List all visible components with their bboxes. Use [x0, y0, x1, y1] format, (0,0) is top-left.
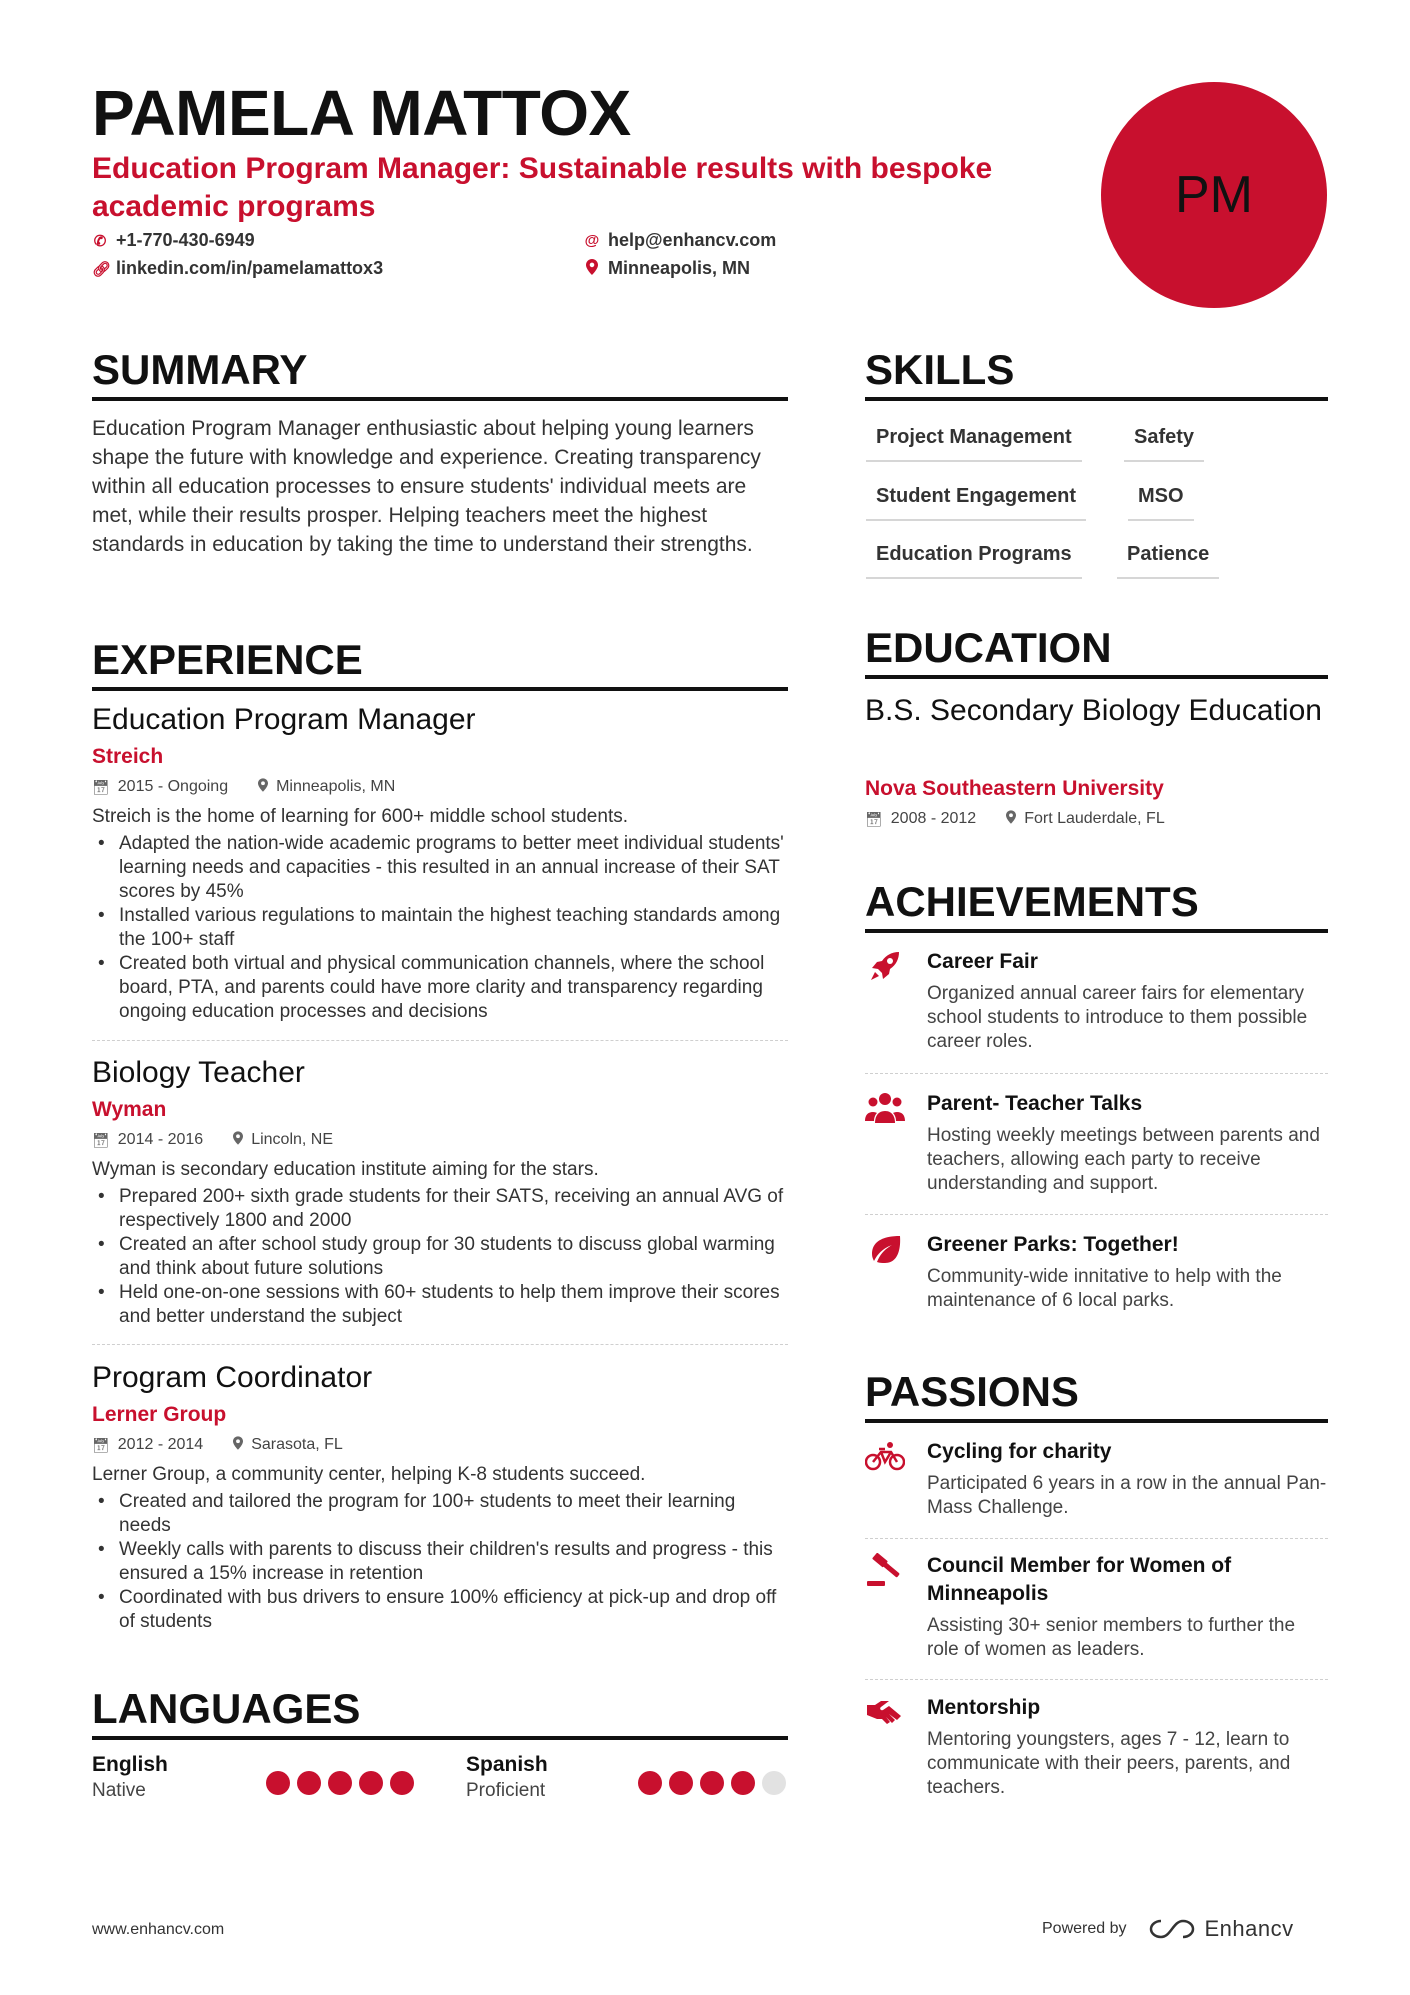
language-english — [92, 1752, 168, 1804]
education-meta — [865, 808, 1165, 830]
job-meta — [92, 776, 788, 798]
divider — [92, 1344, 788, 1345]
passion-description: Assisting 30+ senior members to further the role of women as leaders. — [927, 1615, 1296, 1660]
divider — [865, 1073, 1328, 1074]
job-location: Lincoln, NE — [251, 1131, 334, 1148]
divider — [865, 1538, 1328, 1539]
section-title-education: EDUCATION — [865, 623, 1328, 679]
education-school: Nova Southeastern University — [865, 777, 1164, 800]
job-bullets — [92, 1490, 788, 1634]
job-bullets — [92, 1185, 788, 1329]
education-location: Fort Lauderdale, FL — [1024, 810, 1165, 827]
job-bullet: • Created both virtual and physical communication channels, where the school board, PTA, and parents could have more clarity and transparency regarding ongoing education processes and decisions — [92, 952, 788, 1024]
rating-dot-empty — [762, 1771, 786, 1795]
skill-tag: Education Programs — [866, 541, 1082, 579]
passion-item — [865, 1552, 1328, 1662]
job-location: Sarasota, FL — [251, 1436, 343, 1453]
users-icon — [865, 1090, 905, 1126]
link-icon: 🔗︎ — [92, 260, 112, 278]
achievement-item — [865, 948, 1328, 1054]
rating-dot-filled — [328, 1771, 352, 1795]
enhancv-logo-icon — [1149, 1918, 1195, 1940]
job-title: Education Program Manager — [92, 703, 476, 736]
rating-dot-filled — [700, 1771, 724, 1795]
bicycle-icon — [865, 1438, 905, 1474]
job-bullet: • Held one-on-one sessions with 60+ students to help them improve their scores and better understand the subject — [92, 1281, 788, 1329]
rocket-icon — [865, 948, 905, 984]
language-spanish — [466, 1752, 548, 1804]
job-bullet: • Coordinated with bus drivers to ensure 100% efficiency at pick-up and drop off of students — [92, 1586, 788, 1634]
job-description: Streich is the home of learning for 600+ middle school students. — [92, 806, 628, 827]
calendar-icon: 📅︎ — [92, 1437, 110, 1453]
calendar-icon: 📅︎ — [865, 811, 883, 827]
passion-description: Mentoring youngsters, ages 7 - 12, learn to communicate with their peers, parents, and teachers. — [927, 1729, 1291, 1798]
section-title-experience: EXPERIENCE — [92, 635, 788, 691]
job-bullet: • Adapted the nation-wide academic programs to better meet individual students' learning needs and capacities - this resulted in an annual increase of their SAT scores by 45% — [92, 832, 788, 904]
achievement-item — [865, 1090, 1328, 1196]
section-title-languages: LANGUAGES — [92, 1684, 788, 1740]
job-entry — [92, 702, 788, 1024]
section-title-summary: SUMMARY — [92, 345, 788, 401]
gavel-icon — [865, 1552, 905, 1588]
job-bullet: • Created an after school study group for 30 students to discuss global warming and think about future solutions — [92, 1233, 788, 1281]
achievement-title: Career Fair — [927, 950, 1038, 973]
map-pin-icon — [1006, 808, 1016, 830]
achievement-item — [865, 1231, 1328, 1313]
language-name: English — [92, 1753, 168, 1776]
job-title: Program Coordinator — [92, 1361, 373, 1394]
job-company: Streich — [92, 745, 164, 768]
map-pin-icon — [258, 776, 268, 798]
achievement-description: Hosting weekly meetings between parents and teachers, allowing each party to receive understanding and support. — [927, 1125, 1320, 1194]
achievement-title: Greener Parks: Together! — [927, 1233, 1179, 1256]
job-title: Biology Teacher — [92, 1056, 305, 1089]
candidate-name: PAMELA MATTOX — [92, 77, 631, 149]
brand-name: Enhancv — [1204, 1916, 1294, 1941]
job-meta — [92, 1434, 788, 1456]
job-description: Wyman is secondary education institute aiming for the stars. — [92, 1159, 599, 1180]
contact-phone[interactable]: ✆ +1-770-430-6949 — [93, 230, 255, 250]
avatar — [1101, 82, 1327, 308]
divider — [865, 1679, 1328, 1680]
section-title-passions: PASSIONS — [865, 1367, 1328, 1423]
skill-tag: Patience — [1117, 541, 1219, 579]
job-bullet: • Installed various regulations to maintain the highest teaching standards among the 100+ staff — [92, 904, 788, 952]
calendar-icon: 📅︎ — [92, 1132, 110, 1148]
passion-description: Participated 6 years in a row in the annual Pan-Mass Challenge. — [927, 1473, 1327, 1518]
job-entry — [92, 1360, 788, 1634]
job-description: Lerner Group, a community center, helping K-8 students succeed. — [92, 1464, 646, 1485]
calendar-icon: 📅︎ — [92, 779, 110, 795]
summary-text: Education Program Manager enthusiastic about helping young learners shape the future with knowledge and experience. Creating transparency within all education processes to ensure students' individual meets are met, while their results prosper. Helping teachers meet the highest standards in education by taking the time to understand their strengths. — [92, 417, 761, 556]
leaf-icon — [865, 1231, 905, 1267]
job-bullet: • Weekly calls with parents to discuss their children's results and progress - this ensured a 15% increase in retention — [92, 1538, 788, 1586]
rating-dot-filled — [731, 1771, 755, 1795]
powered-by-label: Powered by — [1042, 1920, 1127, 1937]
job-dates: 2012 - 2014 — [117, 1436, 204, 1453]
language-level: Native — [92, 1780, 146, 1801]
language-name: Spanish — [466, 1753, 548, 1776]
enhancv-logo[interactable] — [1149, 1916, 1294, 1942]
skill-tag: Project Management — [866, 424, 1082, 462]
footer-website[interactable]: www.enhancv.com — [92, 1921, 225, 1938]
job-entry — [92, 1055, 788, 1329]
phone-icon: ✆ — [93, 232, 107, 250]
section-title-achievements: ACHIEVEMENTS — [865, 877, 1328, 933]
rating-dot-filled — [297, 1771, 321, 1795]
job-company: Wyman — [92, 1098, 167, 1121]
skill-tag: Student Engagement — [866, 483, 1086, 521]
job-location: Minneapolis, MN — [276, 778, 396, 795]
map-pin-icon — [584, 259, 600, 279]
job-bullets — [92, 832, 788, 1024]
passion-title: Council Member for Women of Minneapolis — [927, 1554, 1232, 1605]
achievement-description: Organized annual career fairs for elementary school students to introduce to them possible career roles. — [927, 983, 1308, 1052]
job-bullet: • Created and tailored the program for 100+ students to meet their learning needs — [92, 1490, 788, 1538]
rating-dot-filled — [669, 1771, 693, 1795]
headline: Education Program Manager: Sustainable results with bespoke academic programs — [92, 152, 993, 223]
rating-dot-filled — [266, 1771, 290, 1795]
language-rating — [266, 1771, 414, 1795]
passion-item — [865, 1694, 1328, 1800]
job-meta — [92, 1129, 788, 1151]
section-title-skills: SKILLS — [865, 345, 1328, 401]
education-degree: B.S. Secondary Biology Education — [865, 694, 1322, 727]
rating-dot-filled — [638, 1771, 662, 1795]
language-rating — [638, 1771, 786, 1795]
handshake-icon — [865, 1694, 905, 1730]
contact-linkedin[interactable]: 🔗︎ linkedin.com/in/pamelamattox3 — [92, 258, 384, 278]
job-dates: 2014 - 2016 — [117, 1131, 204, 1148]
rating-dot-filled — [359, 1771, 383, 1795]
map-pin-icon — [233, 1129, 243, 1151]
job-dates: 2015 - Ongoing — [117, 778, 229, 795]
contact-email[interactable]: @ help@enhancv.com — [584, 230, 777, 250]
passion-item — [865, 1438, 1328, 1520]
footer-branding — [1042, 1916, 1294, 1942]
map-pin-icon — [233, 1434, 243, 1456]
achievement-title: Parent- Teacher Talks — [927, 1092, 1143, 1115]
contact-info — [92, 230, 792, 290]
job-bullet: • Prepared 200+ sixth grade students for their SATS, receiving an annual AVG of respectively 1800 and 2000 — [92, 1185, 788, 1233]
contact-location: Minneapolis, MN — [584, 258, 750, 279]
passion-title: Cycling for charity — [927, 1440, 1112, 1463]
skill-tag: MSO — [1128, 483, 1194, 521]
avatar-initials: PM — [1175, 166, 1253, 224]
skill-tag: Safety — [1124, 424, 1204, 462]
language-level: Proficient — [466, 1780, 546, 1801]
divider — [92, 1040, 788, 1041]
job-company: Lerner Group — [92, 1403, 227, 1426]
education-dates: 2008 - 2012 — [890, 810, 977, 827]
at-icon: @ — [584, 232, 600, 249]
divider — [865, 1214, 1328, 1215]
passion-title: Mentorship — [927, 1696, 1041, 1719]
achievement-description: Community-wide innitative to help with the maintenance of 6 local parks. — [927, 1266, 1282, 1311]
rating-dot-filled — [390, 1771, 414, 1795]
